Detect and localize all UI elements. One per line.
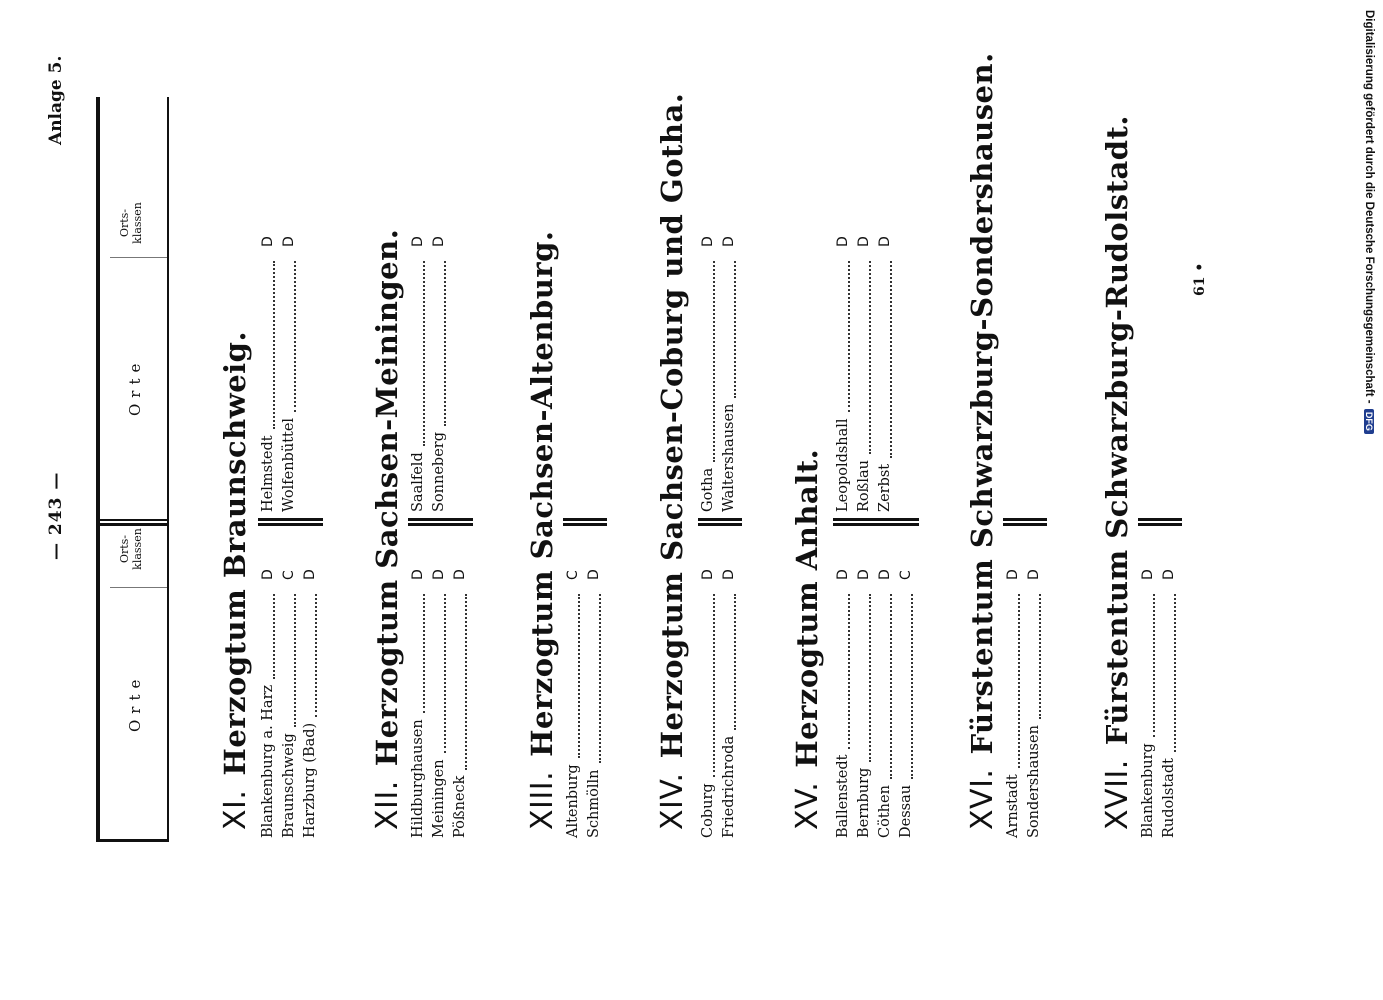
place-row-right xyxy=(856,227,877,512)
place-class: D xyxy=(302,569,318,580)
right-class-divider xyxy=(110,257,167,258)
place-row-left xyxy=(410,560,431,838)
place-name: Coburg xyxy=(700,783,716,838)
place-row-left xyxy=(260,560,281,838)
place-row-left xyxy=(700,560,721,838)
leader-dots xyxy=(423,594,425,713)
page-footer-mark: 61 • xyxy=(1192,262,1208,296)
place-row-left xyxy=(835,560,856,838)
leader-dots xyxy=(444,261,446,426)
annex-label: Anlage 5. xyxy=(46,55,66,145)
place-row-right xyxy=(835,227,856,512)
section-title: Herzogtum Anhalt. xyxy=(790,448,824,768)
section-title: Fürstentum Schwarzburg-Rudolstadt. xyxy=(1100,114,1134,746)
place-name: Altenburg xyxy=(565,764,581,838)
place-class: D xyxy=(281,236,297,247)
place-name: Roßlau xyxy=(856,460,872,512)
leader-dots xyxy=(890,594,892,779)
place-class: D xyxy=(1161,569,1177,580)
place-row-right xyxy=(281,227,302,512)
section-heading xyxy=(655,93,690,830)
leader-dots xyxy=(848,261,850,412)
section-center-rule xyxy=(1138,518,1182,521)
place-class: D xyxy=(1005,569,1021,580)
leader-dots xyxy=(423,261,425,446)
section-numeral: XIII. xyxy=(525,770,560,830)
place-name: Helmstedt xyxy=(260,435,276,512)
place-row-left xyxy=(898,560,919,838)
page-number: — 243 — xyxy=(46,471,66,560)
section-center-rule xyxy=(1003,518,1047,521)
section-center-rule xyxy=(1138,523,1182,526)
place-class: D xyxy=(452,569,468,580)
section-title: Herzogtum Sachsen-Altenburg. xyxy=(525,230,559,757)
leader-dots xyxy=(848,594,850,749)
place-class: D xyxy=(586,569,602,580)
place-row-left xyxy=(856,560,877,838)
column-header-places-left: Orte xyxy=(126,673,144,732)
place-name: Harzburg (Bad) xyxy=(302,722,318,838)
place-name: Bernburg xyxy=(856,767,872,838)
place-class: C xyxy=(281,570,297,580)
leader-dots xyxy=(465,594,467,770)
leader-dots xyxy=(734,594,736,730)
section-heading xyxy=(218,331,253,830)
section-center-rule xyxy=(408,523,473,526)
digitization-text: Digitalisierung gefördert durch die Deutsche Forschungsgemeinschaft - xyxy=(1363,10,1375,404)
leader-dots xyxy=(578,594,580,758)
place-name: Meiningen xyxy=(431,759,447,838)
place-name: Dessau xyxy=(898,784,914,838)
leader-dots xyxy=(1018,594,1020,768)
place-name: Friedrichroda xyxy=(721,735,737,838)
place-row-left xyxy=(1026,560,1047,838)
place-name: Leopoldshall xyxy=(835,418,851,512)
section-numeral: XVII. xyxy=(1100,759,1135,830)
place-name: Sondershausen xyxy=(1026,725,1042,838)
place-name: Arnstadt xyxy=(1005,774,1021,838)
leader-dots xyxy=(294,594,296,727)
leader-dots xyxy=(734,261,736,398)
place-name: Cöthen xyxy=(877,785,893,838)
section-center-rule xyxy=(563,518,607,521)
section-center-rule xyxy=(563,523,607,526)
place-class: D xyxy=(431,236,447,247)
place-row-left xyxy=(1161,560,1182,838)
section-center-rule xyxy=(258,523,323,526)
place-row-left xyxy=(565,560,586,838)
place-name: Hildburghausen xyxy=(410,719,426,838)
place-row-left xyxy=(302,560,323,838)
column-header-classes-right: Orts- klassen xyxy=(118,202,144,244)
place-name: Zerbst xyxy=(877,463,893,512)
section-heading xyxy=(790,449,825,830)
place-name: Saalfeld xyxy=(410,452,426,512)
place-class: D xyxy=(856,569,872,580)
leader-dots xyxy=(713,594,715,777)
section-numeral: XV. xyxy=(790,781,825,830)
place-name: Pößneck xyxy=(452,775,468,838)
place-class: D xyxy=(877,569,893,580)
place-row-right xyxy=(700,227,721,512)
place-row-right xyxy=(877,227,898,512)
place-class: D xyxy=(877,236,893,247)
leader-dots xyxy=(1174,594,1176,752)
place-row-right xyxy=(410,227,431,512)
section-center-rule xyxy=(833,518,919,521)
table-head-rule xyxy=(167,97,169,842)
place-class: D xyxy=(260,236,276,247)
section-heading xyxy=(370,229,405,830)
table-left-edge xyxy=(96,839,169,842)
leader-dots xyxy=(273,261,275,429)
place-row-left xyxy=(431,560,452,838)
place-row-right xyxy=(260,227,281,512)
leader-dots xyxy=(444,594,446,753)
section-center-rule xyxy=(833,523,919,526)
column-header-places-right: Orte xyxy=(126,357,144,416)
leader-dots xyxy=(869,261,871,454)
place-name: Wolfenbüttel xyxy=(281,417,297,512)
place-name: Rudolstadt xyxy=(1161,758,1177,838)
leader-dots xyxy=(294,261,296,412)
place-class: D xyxy=(721,236,737,247)
section-numeral: XII. xyxy=(370,780,405,830)
table-top-rule xyxy=(96,97,100,842)
section-heading xyxy=(1100,115,1135,830)
section-center-rule xyxy=(258,518,323,521)
place-row-left xyxy=(877,560,898,838)
dfg-logo: DFG xyxy=(1364,409,1374,434)
section-center-rule xyxy=(408,518,473,521)
leader-dots xyxy=(599,594,601,763)
section-numeral: XVI. xyxy=(965,768,1000,830)
place-class: D xyxy=(1026,569,1042,580)
place-class: D xyxy=(260,569,276,580)
section-center-rule xyxy=(1003,523,1047,526)
place-name: Gotha xyxy=(700,467,716,512)
place-name: Blankenburg a. Harz xyxy=(260,684,276,838)
place-class: D xyxy=(700,569,716,580)
section-center-rule xyxy=(698,518,742,521)
place-row-right xyxy=(431,227,452,512)
place-row-left xyxy=(1140,560,1161,838)
place-row-right xyxy=(721,227,742,512)
leader-dots xyxy=(1153,594,1155,737)
place-class: C xyxy=(898,570,914,580)
leader-dots xyxy=(869,594,871,762)
place-class: D xyxy=(1140,569,1156,580)
place-row-left xyxy=(1005,560,1026,838)
place-class: D xyxy=(410,236,426,247)
column-header-classes-left: Orts- klassen xyxy=(118,528,144,570)
place-row-left xyxy=(452,560,473,838)
digitization-note xyxy=(1363,10,1375,434)
place-name: Braunschweig xyxy=(281,733,297,838)
section-title: Fürstentum Schwarzburg-Sondershausen. xyxy=(965,52,999,755)
leader-dots xyxy=(273,594,275,679)
place-class: D xyxy=(835,236,851,247)
leader-dots xyxy=(890,261,892,458)
place-name: Ballenstedt xyxy=(835,754,851,838)
place-class: D xyxy=(835,569,851,580)
place-class: D xyxy=(431,569,447,580)
place-class: D xyxy=(721,569,737,580)
place-name: Blankenburg xyxy=(1140,743,1156,838)
left-class-divider xyxy=(110,587,167,588)
footer-mark-number: 61 xyxy=(1192,276,1208,296)
section-title: Herzogtum Sachsen-Coburg und Gotha. xyxy=(655,92,689,759)
section-title: Herzogtum Braunschweig. xyxy=(218,330,252,776)
place-name: Waltershausen xyxy=(721,403,737,512)
section-numeral: XIV. xyxy=(655,772,690,830)
section-title: Herzogtum Sachsen-Meiningen. xyxy=(370,228,404,767)
section-numeral: XI. xyxy=(218,789,253,830)
leader-dots xyxy=(1039,594,1041,719)
place-row-left xyxy=(721,560,742,838)
leader-dots xyxy=(713,261,715,462)
section-heading xyxy=(525,231,560,830)
place-name: Sonneberg xyxy=(431,432,447,512)
place-class: D xyxy=(700,236,716,247)
place-row-left xyxy=(281,560,302,838)
section-heading xyxy=(965,52,1000,830)
place-class: C xyxy=(565,570,581,580)
leader-dots xyxy=(315,594,317,717)
section-center-rule xyxy=(698,523,742,526)
place-row-left xyxy=(586,560,607,838)
place-class: D xyxy=(856,236,872,247)
table-center-rule-2 xyxy=(96,519,169,521)
place-name: Schmölln xyxy=(586,769,602,838)
leader-dots xyxy=(911,594,913,779)
place-class: D xyxy=(410,569,426,580)
